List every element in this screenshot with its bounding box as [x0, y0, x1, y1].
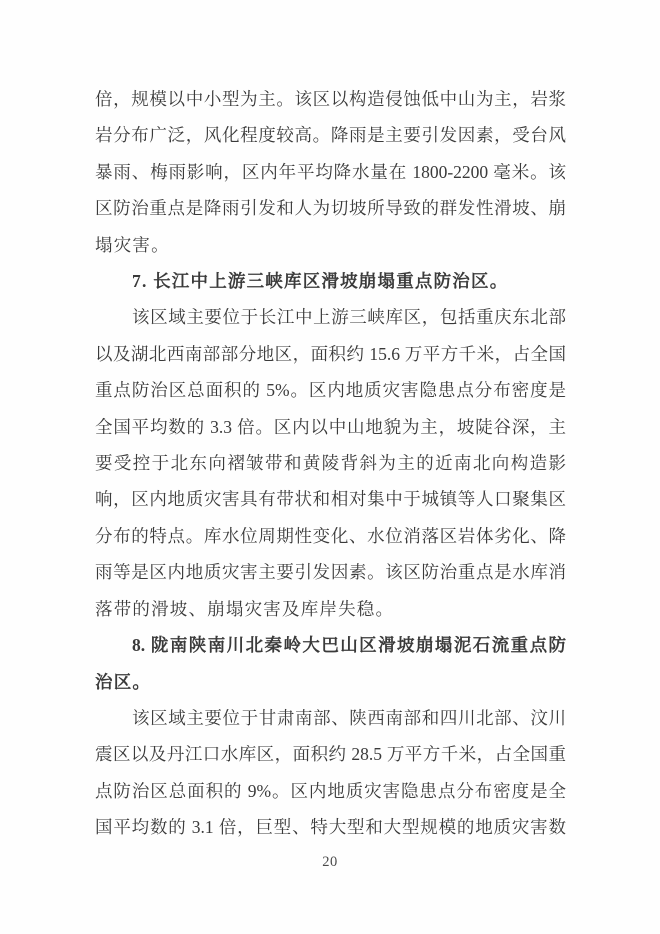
- text-line: 落带的滑坡、崩塌灾害及库岸失稳。: [95, 598, 395, 619]
- text-line: 点防治区总面积的 9%。区内地质灾害隐患点分布密度是全: [95, 780, 566, 801]
- page-body-text: [95, 81, 566, 846]
- text-line: 要受控于北东向褶皱带和黄陵背斜为主的近南北向构造影: [95, 453, 566, 474]
- text-line: 塌灾害。: [95, 234, 170, 255]
- text-line: 雨等是区内地质灾害主要引发因素。该区防治重点是水库消: [95, 562, 566, 583]
- page-number: 20: [322, 854, 338, 870]
- text-line: 以及湖北西南部部分地区，面积约 15.6 万平方千米，占全国: [95, 343, 566, 364]
- section-heading-8: 8. 陇南陕南川北秦岭大巴山区滑坡崩塌泥石流重点防: [132, 635, 566, 656]
- text-line: 分布的特点。库水位周期性变化、水位消落区岩体劣化、降: [95, 525, 566, 546]
- text-line: 该区域主要位于甘肃南部、陕西南部和四川北部、汶川: [132, 707, 566, 728]
- section-heading-8-line-2: 治区。: [95, 671, 152, 692]
- text-line: 岩分布广泛，风化程度较高。降雨是主要引发因素，受台风: [95, 125, 566, 146]
- text-line: 国平均数的 3.1 倍，巨型、特大型和大型规模的地质灾害数: [95, 817, 566, 838]
- text-line: 该区域主要位于长江中上游三峡库区，包括重庆东北部: [132, 307, 566, 328]
- section-heading-7: 7. 长江中上游三峡库区滑坡崩塌重点防治区。: [132, 271, 509, 292]
- text-line: 区防治重点是降雨引发和人为切坡所导致的群发性滑坡、崩: [95, 198, 566, 219]
- text-line: 震区以及丹江口水库区，面积约 28.5 万平方千米，占全国重: [95, 744, 566, 765]
- text-line: 暴雨、梅雨影响，区内年平均降水量在 1800-2200 毫米。该: [95, 161, 566, 182]
- text-line: 响，区内地质灾害具有带状和相对集中于城镇等人口聚集区: [95, 489, 566, 510]
- text-line: 倍，规模以中小型为主。该区以构造侵蚀低中山为主，岩浆: [95, 89, 566, 109]
- text-line: 全国平均数的 3.3 倍。区内以中山地貌为主，坡陡谷深，主: [95, 416, 566, 437]
- text-line: 重点防治区总面积的 5%。区内地质灾害隐患点分布密度是: [95, 380, 566, 401]
